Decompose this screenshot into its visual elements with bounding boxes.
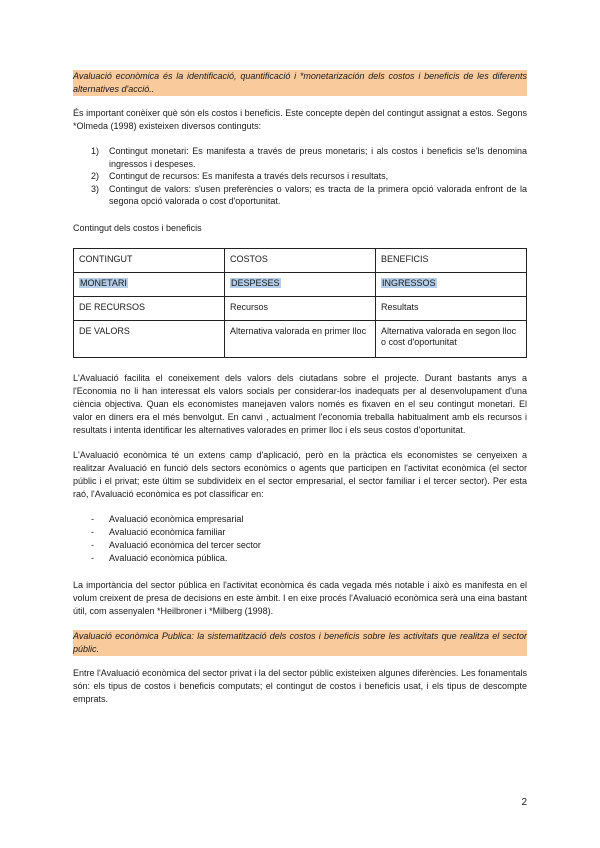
heading-public-evaluation: Avaluació econòmica Publica: la sistematització dels costos i beneficis sobre les activitats que realitza el sector públic. bbox=[73, 630, 527, 654]
list-item: 1) Contingut monetari: Es manifesta a través de preus monetaris; i als costos i beneficis se'ls denomina ingressos i despeses. bbox=[91, 146, 527, 169]
list-item: - Avaluació econòmica empresarial bbox=[91, 513, 244, 524]
evaluation-types-list bbox=[73, 513, 527, 565]
table-cell: Alternativa valorada en segon lloc o cost d'oportunitat bbox=[376, 320, 527, 357]
paragraph-intro: És important conèixer què són els costos i beneficis. Este concepte depèn del contingut assignat a estos. Segons *Olmeda (1998) existeixen diversos continguts: bbox=[73, 108, 527, 131]
list-item: - Avaluació econòmica del tercer sector bbox=[91, 539, 261, 550]
table-cell bbox=[74, 272, 225, 296]
selected-text[interactable]: DESPESES bbox=[231, 277, 280, 288]
table-header-row bbox=[74, 248, 527, 272]
list-item: - Avaluació econòmica familiar bbox=[91, 526, 226, 537]
paragraph-values: L'Avaluació facilita el coneixement dels valors dels ciutadans sobre el projecte. Durant bastants anys a l'Economia no li han interessat els valors socials per considerar-los inadequats per al desenvolupament d'una ciència objectiva. Quan els economistes manejaven valors només es fixaven en el seu contingut monetari. El valor en diners era el més benvolgut. En canvi , actualment l'economia treballa habitualment amb els recursos i resultats i intenta identificar les alternatives valorades en primer lloc i els seus costos d'oportunitat. bbox=[73, 372, 527, 435]
list-item: 3) Contingut de valors: s'usen preferències o valors; es tracta de la primera opció valorada enfront de la segona opció valorada o cost d'oportunitat. bbox=[91, 183, 527, 206]
page-number: 2 bbox=[521, 797, 527, 808]
paragraph-application: L'Avaluació econòmica té un extens camp d'aplicació, però en la pràctica els economistes se cenyeixen a realitzar Avaluació en funció dels sectors econòmics o agents que participen en l'activitat econòmica (el sector públic i el privat; este últim se subdivideix en el sector empresarial, el sector familiar i el tercer sector). Per esta raó, l'Avaluació econòmica es pot classificar en: bbox=[73, 449, 527, 499]
table-cell bbox=[225, 272, 376, 296]
list-item: - Avaluació econòmica pública. bbox=[91, 552, 228, 563]
table-cell bbox=[376, 272, 527, 296]
list-item: 2) Contingut de recursos: Es manifesta a través dels recursos i resultats, bbox=[91, 171, 389, 181]
table-header-cell: CONTINGUT bbox=[74, 248, 225, 272]
heading-definition: Avaluació econòmica és la identificació, quantificació i *monetarización dels costos i beneficis de les diferents alternatives d'acció.. bbox=[73, 71, 527, 94]
paragraph-differences: Entre l'Avaluació econòmica del sector privat i la del sector públic existeixen algunes diferències. Les fonamentals són: els tipus de costos i beneficis computats; el contingut de costos i beneficis usat, i els tipus de descompte emprats. bbox=[73, 667, 527, 704]
table-row bbox=[74, 296, 527, 320]
document-page bbox=[73, 70, 527, 718]
paragraph-public-sector: La importància del sector pública en l'activitat econòmica és cada vegada més notable i això es manifesta en el volum creixent de presa de decisions en este àmbit. I en eixe procés l'Avaluació econòmica serà una eina bastant útil, com assenyalen *Heilbroner i *Milberg (1998). bbox=[73, 579, 527, 616]
content-types-list bbox=[73, 145, 527, 208]
table-cell: Recursos bbox=[225, 296, 376, 320]
selected-text[interactable]: INGRESSOS bbox=[382, 277, 436, 288]
table-header-cell: COSTOS bbox=[225, 248, 376, 272]
table-cell: Resultats bbox=[376, 296, 527, 320]
costs-benefits-table bbox=[73, 248, 527, 358]
table-cell: Alternativa valorada en primer lloc bbox=[225, 320, 376, 357]
selected-text[interactable]: MONETARI bbox=[80, 277, 127, 288]
table-row bbox=[74, 320, 527, 357]
table-caption: Contingut dels costos i beneficis bbox=[73, 222, 202, 233]
table-row bbox=[74, 272, 527, 296]
table-header-cell: BENEFICIS bbox=[376, 248, 527, 272]
table-cell: DE RECURSOS bbox=[74, 296, 225, 320]
table-cell: DE VALORS bbox=[74, 320, 225, 357]
